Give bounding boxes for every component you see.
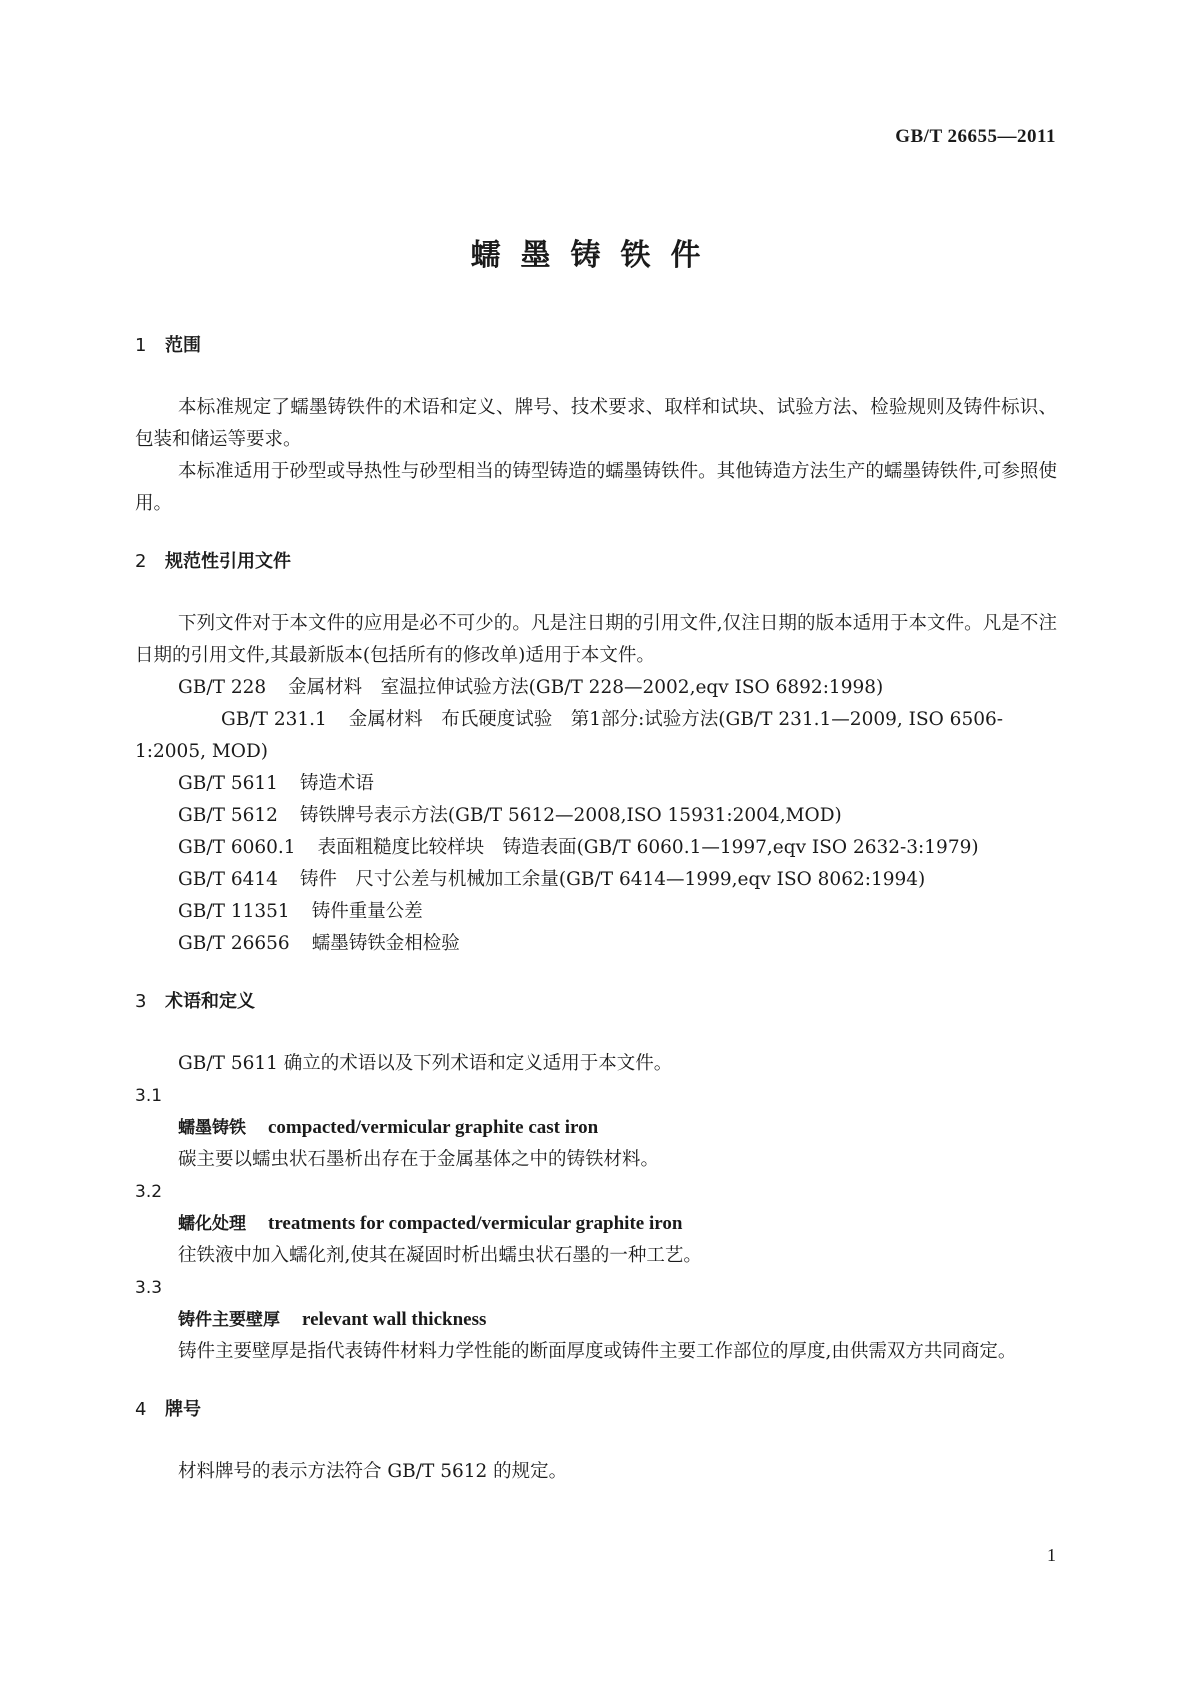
term-definition: 铸件主要壁厚是指代表铸件材料力学性能的断面厚度或铸件主要工作部位的厚度,由供需双方共同商定。 — [178, 1341, 1017, 1362]
reference-item — [135, 800, 1057, 832]
reference-code: GB/T 231.1 — [221, 709, 327, 730]
reference-code: GB/T 228 — [178, 677, 267, 698]
term-zh: 蠕化处理 — [178, 1214, 246, 1234]
document-body — [135, 330, 1057, 1488]
section-heading-grades — [135, 1394, 1057, 1426]
term-entry — [135, 1112, 1057, 1144]
term-number: 3.3 — [135, 1278, 163, 1298]
reference-text: 金属材料 布氏硬度试验 第1部分:试验方法(GB/T 231.1—2009, ISO 6506-1:2005, MOD) — [135, 709, 1004, 762]
term-en: relevant wall thickness — [302, 1309, 487, 1330]
reference-item — [135, 928, 1057, 960]
standard-code: GB/T 26655—2011 — [895, 126, 1056, 147]
section-number: 2 — [135, 551, 147, 572]
reference-code: GB/T 6414 — [178, 869, 278, 890]
reference-code: GB/T 6060.1 — [178, 837, 296, 858]
reference-item — [135, 704, 1057, 768]
term-zh: 铸件主要壁厚 — [178, 1310, 280, 1330]
term-en: treatments for compacted/vermicular graphite iron — [268, 1213, 683, 1234]
paragraph: 下列文件对于本文件的应用是必不可少的。凡是注日期的引用文件,仅注日期的版本适用于本文件。凡是不注日期的引用文件,其最新版本(包括所有的修改单)适用于本文件。 — [135, 613, 1057, 666]
reference-item — [135, 672, 1057, 704]
reference-item — [135, 768, 1057, 800]
paragraph: 本标准规定了蠕墨铸铁件的术语和定义、牌号、技术要求、取样和试块、试验方法、检验规则及铸件标识、包装和储运等要求。 — [135, 397, 1057, 450]
reference-code: GB/T 11351 — [178, 901, 290, 922]
page-number: 1 — [1047, 1545, 1056, 1565]
term-en: compacted/vermicular graphite cast iron — [268, 1117, 599, 1138]
term-entry — [135, 1304, 1057, 1336]
reference-text: 表面粗糙度比较样块 铸造表面(GB/T 6060.1—1997,eqv ISO 2632-3:1979) — [317, 837, 979, 858]
paragraph: GB/T 5611 确立的术语以及下列术语和定义适用于本文件。 — [178, 1053, 673, 1074]
reference-text: 铸件重量公差 — [311, 901, 423, 922]
reference-item — [135, 832, 1057, 864]
reference-text: 金属材料 室温拉伸试验方法(GB/T 228—2002,eqv ISO 6892:1998) — [288, 677, 884, 698]
reference-text: 铸造术语 — [299, 773, 374, 794]
section-heading-terms-definitions — [135, 986, 1057, 1018]
reference-code: GB/T 5612 — [178, 805, 278, 826]
reference-code: GB/T 5611 — [178, 773, 278, 794]
term-definition: 往铁液中加入蠕化剂,使其在凝固时析出蠕虫状石墨的一种工艺。 — [178, 1245, 702, 1266]
paragraph: 材料牌号的表示方法符合 GB/T 5612 的规定。 — [178, 1461, 568, 1482]
reference-code: GB/T 26656 — [178, 933, 290, 954]
reference-text: 蠕墨铸铁金相检验 — [311, 933, 460, 954]
term-zh: 蠕墨铸铁 — [178, 1118, 246, 1138]
paragraph: 本标准适用于砂型或导热性与砂型相当的铸型铸造的蠕墨铸铁件。其他铸造方法生产的蠕墨铸铁件,可参照使用。 — [135, 461, 1057, 514]
section-number: 1 — [135, 335, 147, 356]
section-heading-normative-references — [135, 546, 1057, 578]
section-number: 4 — [135, 1399, 147, 1420]
document-title: 蠕墨铸铁件 — [470, 238, 721, 273]
term-number: 3.2 — [135, 1182, 163, 1202]
reference-text: 铸件 尺寸公差与机械加工余量(GB/T 6414—1999,eqv ISO 8062:1994) — [299, 869, 926, 890]
reference-item — [135, 864, 1057, 896]
section-title: 范围 — [165, 335, 201, 356]
reference-text: 铸铁牌号表示方法(GB/T 5612—2008,ISO 15931:2004,MOD) — [299, 805, 842, 826]
term-number: 3.1 — [135, 1086, 163, 1106]
section-heading-scope — [135, 330, 1057, 362]
section-title: 规范性引用文件 — [165, 551, 291, 572]
section-title: 术语和定义 — [165, 991, 255, 1012]
section-number: 3 — [135, 991, 147, 1012]
section-title: 牌号 — [165, 1399, 201, 1420]
term-definition: 碳主要以蠕虫状石墨析出存在于金属基体之中的铸铁材料。 — [178, 1149, 660, 1170]
term-entry — [135, 1208, 1057, 1240]
reference-item — [135, 896, 1057, 928]
